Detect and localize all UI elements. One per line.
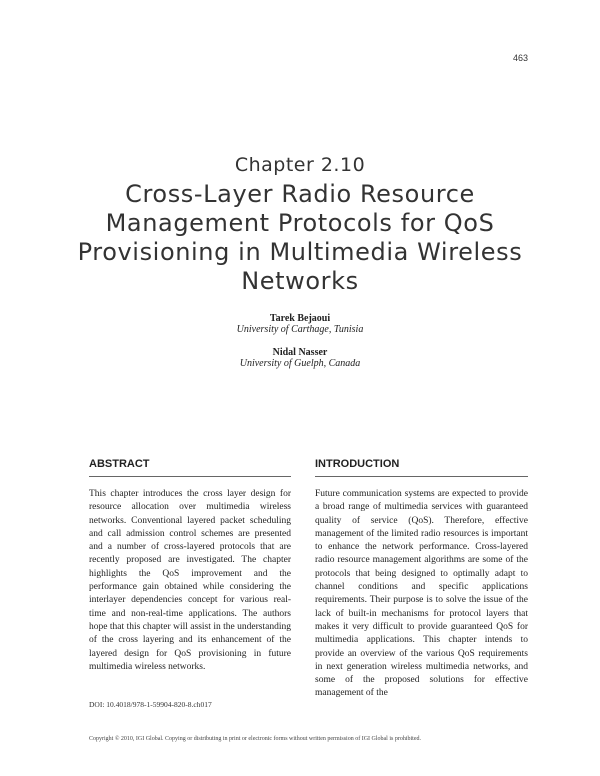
- author-block-2: [0, 347, 600, 369]
- introduction-heading-rule: [315, 476, 528, 477]
- author-block-1: [0, 313, 600, 335]
- abstract-text: This chapter introduces the cross layer design for resource allocation over multimedia wireless networks. Conventional layered packet scheduling and call admission control schemes are presented and a number of cross-layered protocols that are recently proposed are investigated. The chapter highlights the QoS improvement and the performance gain obtained while considering the interlayer dependencies concept for various real-time and non-real-time applications. The authors hope that this chapter will assist in the understanding of the cross layering and its enhancement of the layered design for QoS provisioning in future multimedia wireless networks.: [89, 489, 291, 672]
- author-name: Tarek Bejaoui: [269, 313, 331, 324]
- chapter-title: Cross-Layer Radio Resource Management Protocols for QoS Provisioning in Multimedia Wireless Networks: [77, 180, 523, 295]
- author-affiliation: University of Carthage, Tunisia: [236, 324, 364, 335]
- introduction-text: Future communication systems are expected to provide a broad range of multimedia services with guaranteed quality of service (QoS). Therefore, effective management of the limited radio resources is important to enhance the network performance. Cross-layered radio resource management algorithms are some of the protocols that being designed to optimally adapt to channel conditions and specific applications requirements. Their purpose is to solve the issue of the lack of built-in mechanisms for protocol layers that makes it very difficult to provide guaranteed QoS for multimedia applications. This chapter intends to provide an overview of the various QoS requirements in next generation wireless multimedia networks, and some of the proposed solutions for effective management of the: [315, 489, 528, 699]
- doi: DOI: 10.4018/978-1-59904-820-8.ch017: [89, 700, 212, 709]
- author-name: Nidal Nasser: [272, 347, 328, 358]
- introduction-heading: INTRODUCTION: [315, 458, 400, 470]
- copyright-notice: Copyright © 2010, IGI Global. Copying or distributing in print or electronic forms without written permission of IGI Global is prohibited.: [89, 736, 422, 742]
- author-affiliation: University of Guelph, Canada: [239, 358, 361, 369]
- page-number: 463: [512, 53, 528, 63]
- abstract-heading: ABSTRACT: [89, 458, 150, 470]
- chapter-label: Chapter 2.10: [234, 154, 366, 176]
- abstract-heading-rule: [89, 476, 291, 477]
